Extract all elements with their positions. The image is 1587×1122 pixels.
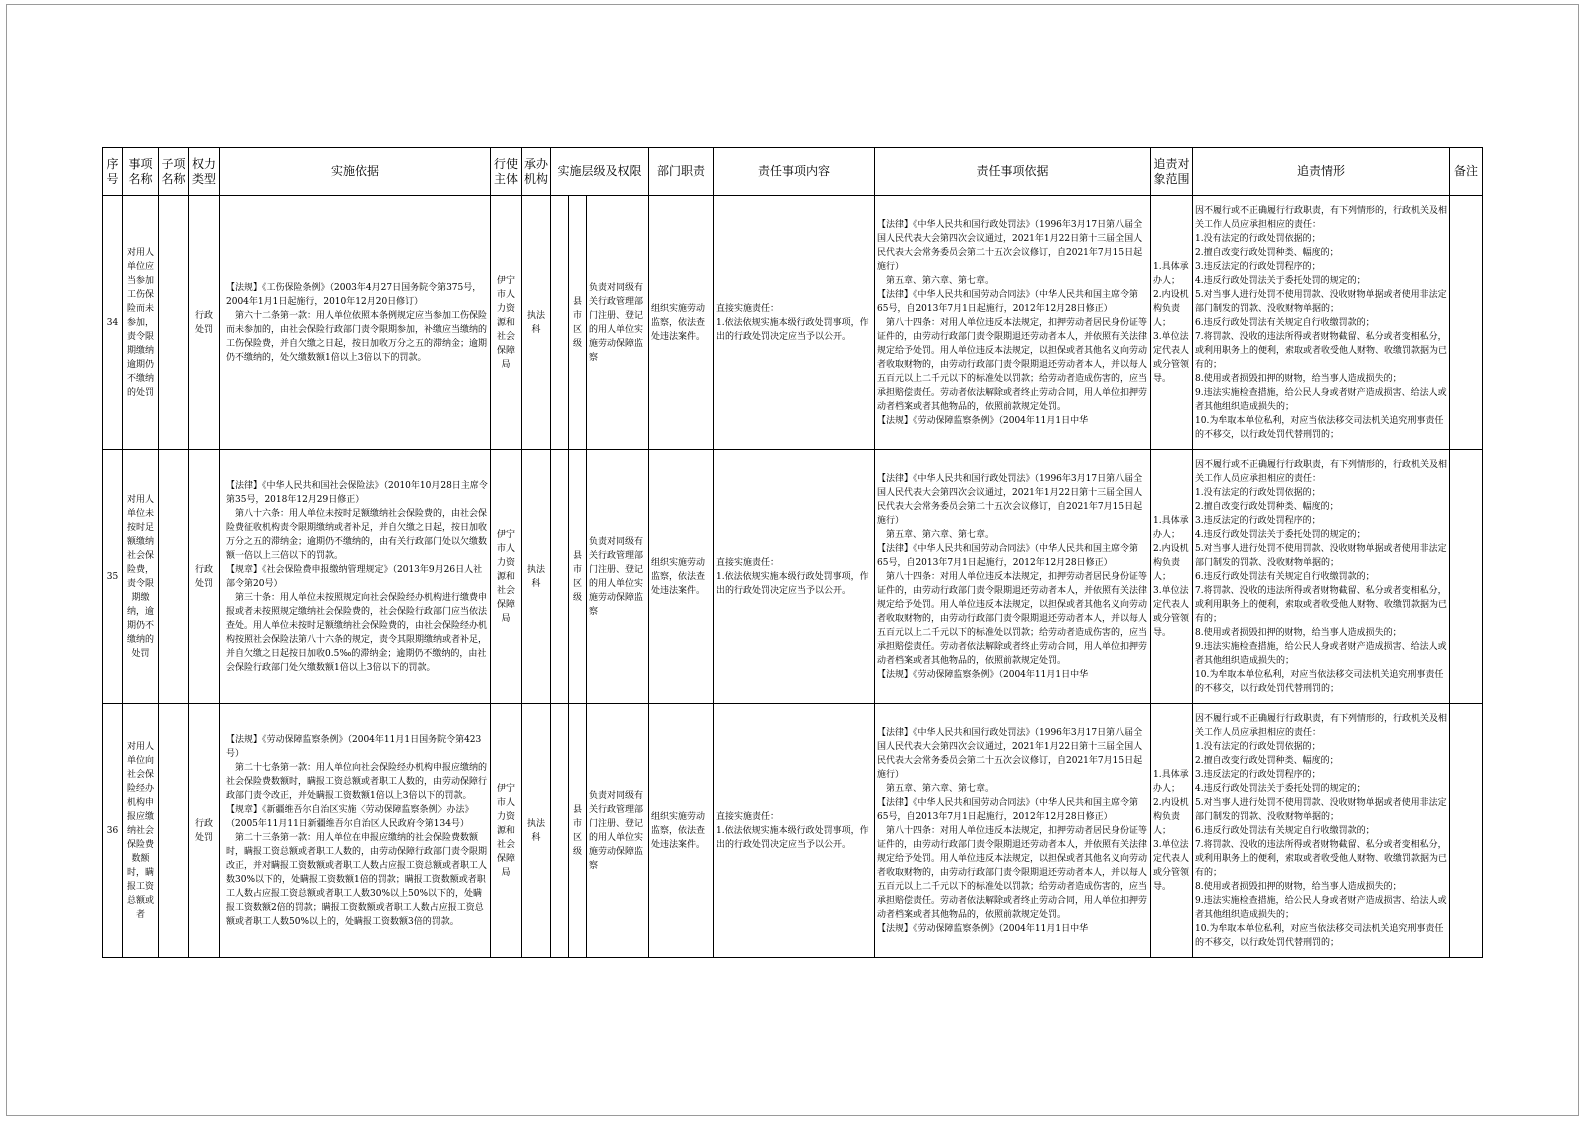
table-row — [103, 704, 1483, 958]
row-resp-content: 直接实施责任： 1.依法依规实施本级行政处罚事项，作出的行政处罚决定应当予以公开。 — [714, 704, 875, 958]
row-subitem — [159, 704, 189, 958]
row-basis — [220, 704, 491, 958]
row-subitem — [159, 196, 189, 450]
row-resp-basis-text: 【法律】《中华人民共和国行政处罚法》（1996年3月17日第八届全国人民代表大会第四次会议通过，2021年1月22日第十三届全国人民代表大会常务委员会第二十五次会议修订，自2021年7月15日起施行） 第五章、第六章、第七章。 【法律】《中华人民共和国劳动合同法》（中华人民共和国主席令第65号，自2013年7月1日起施行，2012年12月28日修正） 第八十四条：对用人单位违反本法规定，扣押劳动者居民身份证等证件的，由劳动行政部门责令限期退还劳动者本人，并依照有关法律规定给予处罚。用人单位违反本法规定，以担保或者其他名义向劳动者收取财物的，由劳动行政部门责令限期退还劳动者本人，并以每人五百元以上二千元以下的标准处以罚款；给劳动者造成伤害的，应当承担赔偿责任。劳动者依法解除或者终止劳动合同，用人单位扣押劳动者档案或者其他物品的，依照前款规定处罚。 【法规】《劳动保障监察条例》（2004年11月1日中华 — [877, 727, 1148, 934]
row-seq: 36 — [103, 704, 123, 958]
row-level-scope: 负责对同级有关行政管理部门注册、登记的用人单位实施劳动保障监察 — [587, 196, 649, 450]
row-duty: 组织实施劳动监察，依法查处违法案件。 — [649, 450, 714, 704]
row-resp-basis-text: 【法律】《中华人民共和国行政处罚法》（1996年3月17日第八届全国人民代表大会第四次会议通过，2021年1月22日第十三届全国人民代表大会常务委员会第二十五次会议修订，自2021年7月15日起施行） 第五章、第六章、第七章。 【法律】《中华人民共和国劳动合同法》（中华人民共和国主席令第65号，自2013年7月1日起施行，2012年12月28日修正） 第八十四条：对用人单位违反本法规定，扣押劳动者居民身份证等证件的，由劳动行政部门责令限期退还劳动者本人，并依照有关法律规定给予处罚。用人单位违反本法规定，以担保或者其他名义向劳动者收取财物的，由劳动行政部门责令限期退还劳动者本人，并以每人五百元以上二千元以下的标准处以罚款；给劳动者造成伤害的，应当承担赔偿责任。劳动者依法解除或者终止劳动合同，用人单位扣押劳动者档案或者其他物品的，依照前款规定处罚。 【法规】《劳动保障监察条例》（2004年11月1日中华 — [877, 219, 1148, 426]
responsibility-table — [102, 147, 1483, 958]
row-remark — [1450, 450, 1483, 704]
row-situation-text: 因不履行或不正确履行行政职责，有下列情形的，行政机关及相关工作人员应承担相应的责任： 1.没有法定的行政处罚依据的； 2.擅自改变行政处罚种类、幅度的； 3.违反法定的行政处罚程序的； 4.违反行政处罚法关于委托处罚的规定的； 5.对当事人进行处罚不使用罚款、没收财物单据或者使用非法定部门制发的罚款、没收财物单据的； 6.违反行政处罚法有关规定自行收缴罚款的； 7.将罚款、没收的违法所得或者财物截留、私分或者变相私分，或利用职务上的便利，索取或者收受他人财物、收缴罚款据为已有的； 8.使用或者损毁扣押的财物，给当事人造成损失的； 9.违法实施检查措施，给公民人身或者财产造成损害、给法人或者其他组织造成损失的； 10.为牟取本单位私利，对应当依法移交司法机关追究刑事责任的不移交，以行政处罚代替刑罚的； — [1195, 205, 1447, 440]
row-situation-text: 因不履行或不正确履行行政职责，有下列情形的，行政机关及相关工作人员应承担相应的责任： 1.没有法定的行政处罚依据的； 2.擅自改变行政处罚种类、幅度的； 3.违反法定的行政处罚程序的； 4.违反行政处罚法关于委托处罚的规定的； 5.对当事人进行处罚不使用罚款、没收财物单据或者使用非法定部门制发的罚款、没收财物单据的； 6.违反行政处罚法有关规定自行收缴罚款的； 7.将罚款、没收的违法所得或者财物截留、私分或者变相私分，或利用职务上的便利，索取或者收受他人财物、收缴罚款据为已有的； 8.使用或者损毁扣押的财物，给当事人造成损失的； 9.违法实施检查措施，给公民人身或者财产造成损害、给法人或者其他组织造成损失的； 10.为牟取本单位私利，对应当依法移交司法机关追究刑事责任的不移交，以行政处罚代替刑罚的； — [1195, 713, 1447, 948]
row-item-name-text: 对用人单位应当参加工伤保险而未参加，责令限期缴纳逾期仍不缴纳的处罚 — [126, 247, 154, 398]
row-power-type: 行政处罚 — [189, 704, 220, 958]
row-level-blank — [551, 704, 569, 958]
row-basis-text: 【法律】《中华人民共和国社会保险法》（2010年10月28日主席令第35号，2018年12月29日修正） 第八十六条：用人单位未按时足额缴纳社会保险费的，由社会保险费征收机构责令限期缴纳或者补足，并自欠缴之日起，按日加收万分之五的滞纳金；逾期仍不缴纳的，由有关行政部门处以欠缴数额一倍以上三倍以下的罚款。 【规章】《社会保险费申报缴纳管理规定》（2013年9月26日人社部令第20号） 第三十条：用人单位未按照规定向社会保险经办机构进行缴费申报或者未按照规定缴纳社会保险费的，社会保险行政部门应当依法查处。用人单位未按时足额缴纳社会保险费的，由社会保险经办机构按照社会保险法第八十六条的规定，责令其限期缴纳或者补足，并自欠缴之日起按日加收0.5‰的滞纳金；逾期仍不缴纳的，由社会保险行政部门处欠缴数额1倍以上3倍以下的罚款。 — [226, 480, 488, 673]
header-subitem: 子项名称 — [159, 148, 189, 196]
row-power-type: 行政处罚 — [189, 196, 220, 450]
header-item: 事项名称 — [123, 148, 159, 196]
row-remark — [1450, 196, 1483, 450]
row-level-tier: 县市区级 — [569, 196, 587, 450]
table-row — [103, 196, 1483, 450]
header-target: 追责对象范围 — [1151, 148, 1193, 196]
row-basis — [220, 196, 491, 450]
row-basis-text: 【法规】《工伤保险条例》（2003年4月27日国务院令第375号，2004年1月1日起施行，2010年12月20日修订） 第六十二条第一款：用人单位依照本条例规定应当参加工伤保险而未参加的，由社会保险行政部门责令限期参加，补缴应当缴纳的工伤保险费，并自欠缴之日起，按日加收万分之五的滞纳金；逾期仍不缴纳的，处欠缴数额1倍以上3倍以下的罚款。 — [226, 282, 488, 363]
header-row — [103, 148, 1483, 196]
row-item-name-text: 对用人单位未按时足额缴纳社会保险费，责令限期缴纳，逾期仍不缴纳的处罚 — [126, 494, 154, 659]
header-remark: 备注 — [1450, 148, 1483, 196]
table-row — [103, 450, 1483, 704]
row-level-scope: 负责对同级有关行政管理部门注册、登记的用人单位实施劳动保障监察 — [587, 704, 649, 958]
row-org: 执法科 — [522, 450, 551, 704]
row-basis — [220, 450, 491, 704]
row-duty: 组织实施劳动监察，依法查处违法案件。 — [649, 196, 714, 450]
header-resp-basis: 责任事项依据 — [875, 148, 1151, 196]
row-target: 1.具体承办人； 2.内设机构负责人； 3.单位法定代表人或分管领导。 — [1151, 704, 1193, 958]
row-subject: 伊宁市人力资源和社会保障局 — [491, 450, 522, 704]
row-item-name — [123, 704, 159, 958]
row-remark — [1450, 704, 1483, 958]
row-resp-content: 直接实施责任： 1.依法依规实施本级行政处罚事项，作出的行政处罚决定应当予以公开。 — [714, 450, 875, 704]
header-situation: 追责情形 — [1193, 148, 1450, 196]
row-situation-text: 因不履行或不正确履行行政职责，有下列情形的，行政机关及相关工作人员应承担相应的责任： 1.没有法定的行政处罚依据的； 2.擅自改变行政处罚种类、幅度的； 3.违反法定的行政处罚程序的； 4.违反行政处罚法关于委托处罚的规定的； 5.对当事人进行处罚不使用罚款、没收财物单据或者使用非法定部门制发的罚款、没收财物单据的； 6.违反行政处罚法有关规定自行收缴罚款的； 7.将罚款、没收的违法所得或者财物截留、私分或者变相私分，或利用职务上的便利，索取或者收受他人财物、收缴罚款据为已有的； 8.使用或者损毁扣押的财物，给当事人造成损失的； 9.违法实施检查措施，给公民人身或者财产造成损害、给法人或者其他组织造成损失的； 10.为牟取本单位私利，对应当依法移交司法机关追究刑事责任的不移交，以行政处罚代替刑罚的； — [1195, 459, 1447, 694]
row-subitem — [159, 450, 189, 704]
row-target: 1.具体承办人； 2.内设机构负责人； 3.单位法定代表人或分管领导。 — [1151, 450, 1193, 704]
row-seq: 35 — [103, 450, 123, 704]
row-item-name-text: 对用人单位向社会保险经办机构申报应缴纳社会保险费数额时，瞒报工资总额或者 — [126, 741, 154, 920]
row-level-blank — [551, 196, 569, 450]
row-item-name — [123, 450, 159, 704]
row-level-scope: 负责对同级有关行政管理部门注册、登记的用人单位实施劳动保障监察 — [587, 450, 649, 704]
row-power-type: 行政处罚 — [189, 450, 220, 704]
row-item-name — [123, 196, 159, 450]
header-seq: 序号 — [103, 148, 123, 196]
row-level-tier: 县市区级 — [569, 450, 587, 704]
row-subject: 伊宁市人力资源和社会保障局 — [491, 196, 522, 450]
header-subject: 行使主体 — [491, 148, 522, 196]
header-resp-content: 责任事项内容 — [714, 148, 875, 196]
row-resp-basis — [875, 196, 1151, 450]
header-level: 实施层级及权限 — [551, 148, 649, 196]
row-resp-content: 直接实施责任： 1.依法依规实施本级行政处罚事项，作出的行政处罚决定应当予以公开。 — [714, 196, 875, 450]
row-resp-basis-text: 【法律】《中华人民共和国行政处罚法》（1996年3月17日第八届全国人民代表大会第四次会议通过，2021年1月22日第十三届全国人民代表大会常务委员会第二十五次会议修订，自2021年7月15日起施行） 第五章、第六章、第七章。 【法律】《中华人民共和国劳动合同法》（中华人民共和国主席令第65号，自2013年7月1日起施行，2012年12月28日修正） 第八十四条：对用人单位违反本法规定，扣押劳动者居民身份证等证件的，由劳动行政部门责令限期退还劳动者本人，并依照有关法律规定给予处罚。用人单位违反本法规定，以担保或者其他名义向劳动者收取财物的，由劳动行政部门责令限期退还劳动者本人，并以每人五百元以上二千元以下的标准处以罚款；给劳动者造成伤害的，应当承担赔偿责任。劳动者依法解除或者终止劳动合同，用人单位扣押劳动者档案或者其他物品的，依照前款规定处罚。 【法规】《劳动保障监察条例》（2004年11月1日中华 — [877, 473, 1148, 680]
header-basis: 实施依据 — [220, 148, 491, 196]
header-org: 承办机构 — [522, 148, 551, 196]
row-situation — [1193, 704, 1450, 958]
row-basis-text: 【法规】《劳动保障监察条例》（2004年11月1日国务院令第423号） 第二十七条第一款：用人单位向社会保险经办机构申报应缴纳的社会保险费数额时，瞒报工资总额或者职工人数的，由劳动保障行政部门责令改正，并处瞒报工资数额1倍以上3倍以下的罚款。 【规章】《新疆维吾尔自治区实施〈劳动保障监察条例〉办法》（2005年11月11日新疆维吾尔自治区人民政府令第134号） 第二十三条第一款：用人单位在申报应缴纳的社会保险费数额时，瞒报工资总额或者职工人数的，由劳动保障行政部门责令限期改正，并对瞒报工资数额或者职工人数占应报工资总额或者职工人数30%以下的，处瞒报工资数额1倍的罚款；瞒报工资数额或者职工人数占应报工资总额或者职工人数30%以上50%以下的，处瞒报工资数额2倍的罚款；瞒报工资数额或者职工人数占应报工资总额或者职工人数50%以上的，处瞒报工资数额3倍的罚款。 — [226, 734, 488, 927]
header-duty: 部门职责 — [649, 148, 714, 196]
row-resp-basis — [875, 704, 1151, 958]
row-subject: 伊宁市人力资源和社会保障局 — [491, 704, 522, 958]
row-duty: 组织实施劳动监察，依法查处违法案件。 — [649, 704, 714, 958]
row-org: 执法科 — [522, 196, 551, 450]
row-situation — [1193, 450, 1450, 704]
row-seq: 34 — [103, 196, 123, 450]
row-level-tier: 县市区级 — [569, 704, 587, 958]
row-situation — [1193, 196, 1450, 450]
row-org: 执法科 — [522, 704, 551, 958]
row-level-blank — [551, 450, 569, 704]
header-power-type: 权力类型 — [189, 148, 220, 196]
row-target: 1.具体承办人； 2.内设机构负责人； 3.单位法定代表人或分管领导。 — [1151, 196, 1193, 450]
row-resp-basis — [875, 450, 1151, 704]
